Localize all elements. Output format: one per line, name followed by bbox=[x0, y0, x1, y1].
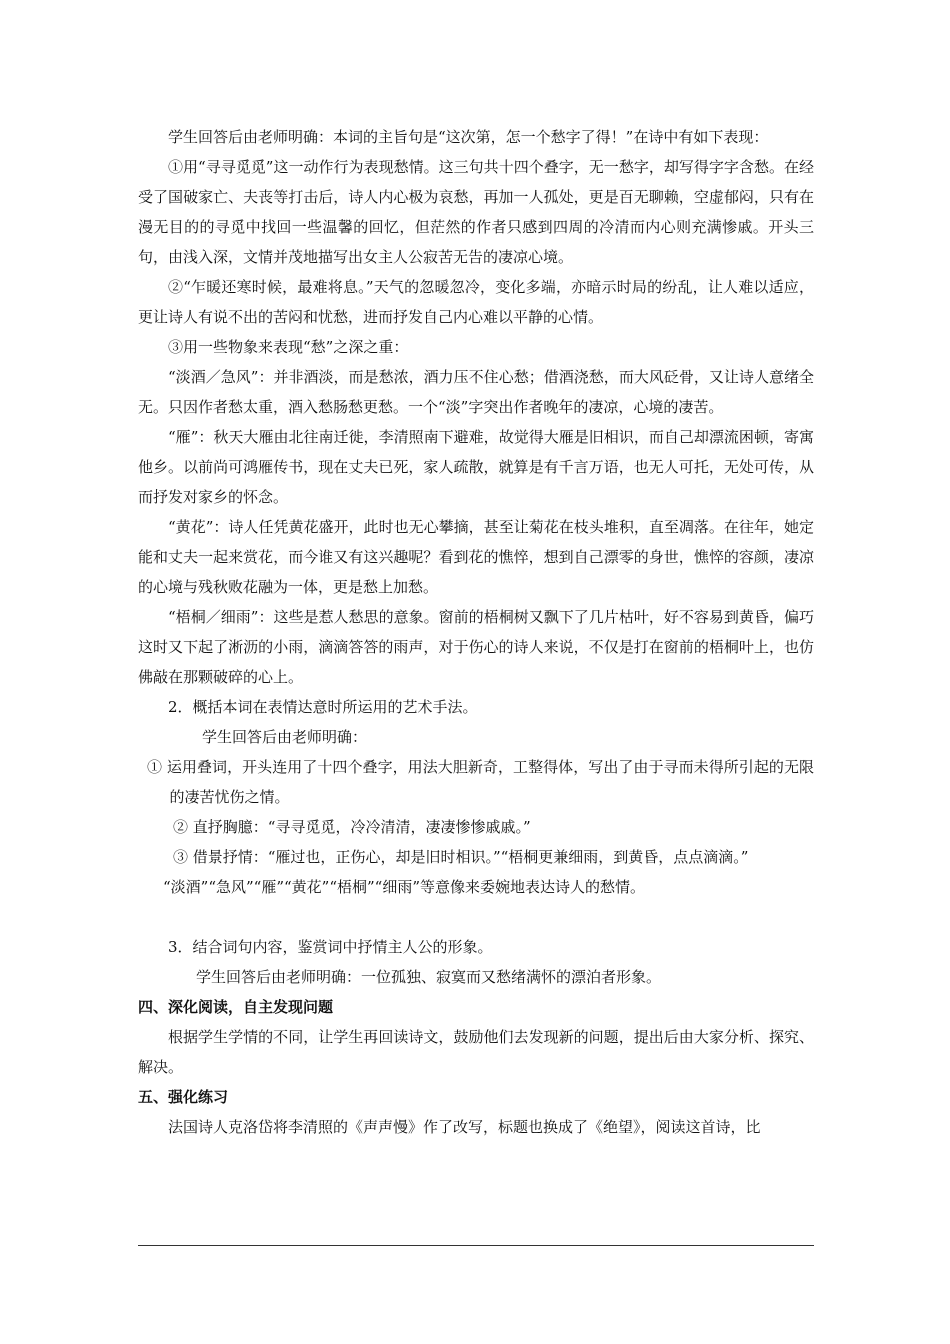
question-2-answer-2: ② 直抒胸臆：“寻寻觅觅，冷冷清清，凄凄惨惨戚戚。” bbox=[173, 818, 531, 836]
question-2-answer-3-continued: “淡酒”“急风”“雁”“黄花”“梧桐”“细雨”等意像来委婉地表达诗人的愁情。 bbox=[163, 878, 646, 896]
section-4-paragraph: 根据学生学情的不同，让学生再回读诗文，鼓励他们去发现新的问题，提出后由大家分析、探究、解决。 bbox=[138, 1028, 814, 1076]
paragraph-image-goose: “雁”：秋天大雁由北往南迁徙，李清照南下避难，故觉得大雁是旧相识，而自己却漂流困顿，寄寓他乡。以前尚可鸿雁传书，现在丈夫已死，家人疏散，就算是有千言万语，也无人可托，无处可传，从而抒发对家乡的怀念。 bbox=[138, 428, 814, 506]
paragraph-point-2: ②“乍暖还寒时候，最难将息。”天气的忽暖忽冷，变化多端，亦暗示时局的纷乱，让人难以适应，更让诗人有说不出的苦闷和忧愁，进而抒发自己内心难以平静的心情。 bbox=[138, 278, 814, 326]
section-5-paragraph: 法国诗人克洛岱将李清照的《声声慢》作了改写，标题也换成了《绝望》，阅读这首诗，比 bbox=[168, 1118, 761, 1136]
paragraph-image-chrysanthemum: “黄花”：诗人任凭黄花盛开，此时也无心攀摘，甚至让菊花在枝头堆积，直至凋落。在往年，她定能和丈夫一起来赏花，而今谁又有这兴趣呢？看到花的憔悴，想到自己漂零的身世，憔悴的容颜，凄凉的心境与残秋败花融为一体，更是愁上加愁。 bbox=[138, 518, 814, 596]
footer-divider bbox=[138, 1245, 814, 1246]
section-heading-5: 五、强化练习 bbox=[138, 1088, 229, 1106]
section-heading-4: 四、深化阅读，自主发现问题 bbox=[138, 998, 334, 1016]
question-3: 3．结合词句内容，鉴赏词中抒情主人公的形象。 bbox=[168, 938, 493, 956]
question-2: 2．概括本词在表情达意时所运用的艺术手法。 bbox=[168, 698, 478, 716]
paragraph-image-parasol-rain: “梧桐／细雨”：这些是惹人愁思的意象。窗前的梧桐树又飘下了几片枯叶，好不容易到黄昏，偏巧这时又下起了淅沥的小雨，滴滴答答的雨声，对于伤心的诗人来说，不仅是打在窗前的梧桐叶上，也仿佛敲在那颗破碎的心上。 bbox=[138, 608, 814, 686]
paragraph-point-3: ③用一些物象来表现“愁”之深之重： bbox=[168, 338, 409, 356]
document-body bbox=[138, 122, 814, 1142]
paragraph-theme-sentence: 学生回答后由老师明确：本词的主旨句是“这次第，怎一个愁字了得！”在诗中有如下表现： bbox=[168, 128, 769, 146]
spacer bbox=[138, 902, 814, 932]
paragraph-point-1: ①用“寻寻觅觅”这一动作行为表现愁情。这三句共十四个叠字，无一愁字，却写得字字含愁。在经受了国破家亡、夫丧等打击后，诗人内心极为哀愁，再加一人孤处，更是百无聊赖，空虚郁闷，只有在漫无目的的寻觅中找回一些温馨的回忆，但茫然的作者只感到四周的冷清而内心则充满惨戚。开头三句，由浅入深，文情并茂地描写出女主人公寂苦无告的凄凉心境。 bbox=[138, 158, 814, 266]
question-2-answer-intro: 学生回答后由老师明确： bbox=[202, 728, 368, 746]
question-2-answer-3: ③ 借景抒情：“雁过也，正伤心，却是旧时相识。”“梧桐更兼细雨，到黄昏，点点滴滴。” bbox=[173, 848, 749, 866]
paragraph-image-wine-wind: “淡酒／急风”：并非酒淡，而是愁浓，酒力压不住心愁；借酒浇愁，而大风砭骨，又让诗人意绪全无。只因作者愁太重，酒入愁肠愁更愁。一个“淡”字突出作者晚年的凄凉，心境的凄苦。 bbox=[138, 368, 814, 416]
question-2-answer-1: ① 运用叠词，开头连用了十四个叠字，用法大胆新奇，工整得体，写出了由于寻而未得所引起的无限的凄苦忧伤之情。 bbox=[147, 758, 814, 806]
question-3-answer: 学生回答后由老师明确：一位孤独、寂寞而又愁绪满怀的漂泊者形象。 bbox=[196, 968, 662, 986]
